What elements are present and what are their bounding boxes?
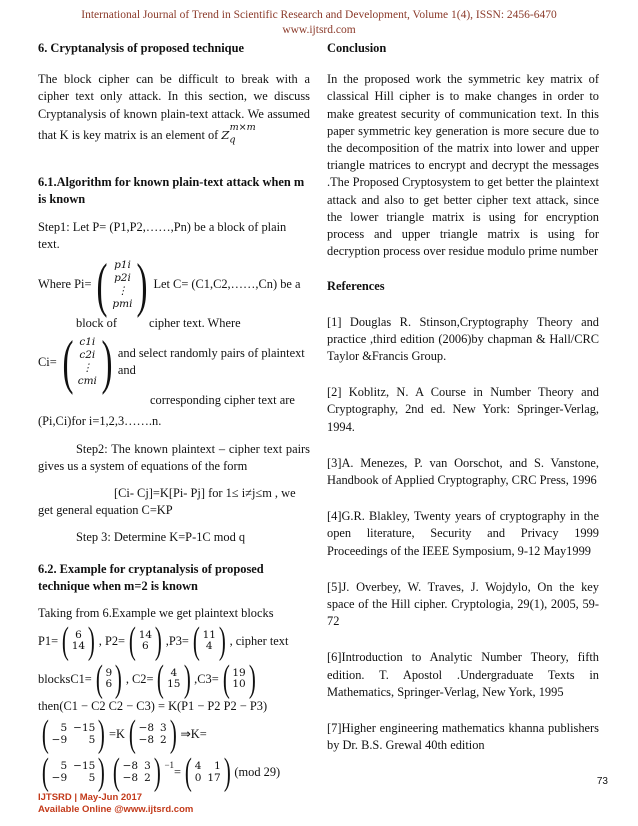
p2-entry: 14 (138, 629, 153, 642)
matrix-5-entries (195, 760, 221, 784)
c2-vector (154, 658, 193, 701)
matrix-3-entries (52, 760, 96, 784)
right-paren: ) (98, 713, 106, 756)
equation-2: get general equation C=KP (38, 503, 173, 518)
references-list (327, 314, 599, 755)
right-column (327, 40, 599, 774)
eq-k: =K (108, 726, 125, 741)
matrix-entry: −15 (73, 760, 96, 773)
p2-label: , P2= (98, 633, 126, 648)
matrix-4 (110, 751, 163, 794)
journal-title: International Journal of Trend in Scientific Research and Development, Volume 1(4), ISSN: 2456-6470 (81, 9, 557, 21)
equals-sign: = (174, 764, 182, 779)
p2-vector (126, 620, 165, 663)
p1-entries (72, 630, 85, 652)
right-paren: ) (223, 751, 231, 794)
c3-vector (220, 658, 259, 701)
right-paren: ) (153, 751, 161, 794)
implies-k: ⇒K= (180, 726, 207, 741)
c3-entry: 10 (232, 678, 246, 691)
matrix-entry: −15 (73, 722, 96, 735)
reference-item: [7]Higher engineering mathematics khanna publishers by Dr. B.S. Grewal 40th edition (327, 721, 599, 753)
c1-entry: 9 (105, 667, 113, 680)
right-paren: ) (154, 620, 162, 663)
p3-entries (203, 630, 216, 652)
p1-entry: 14 (71, 640, 86, 653)
left-paren: ( (222, 658, 230, 701)
ci-vector (58, 329, 117, 396)
matrix-equation-1 (38, 713, 310, 756)
left-paren: ( (112, 751, 120, 794)
c3-entries (232, 668, 245, 690)
matrix-entry: −8 (122, 772, 139, 785)
p1-vector (59, 620, 98, 663)
left-paren: ( (128, 620, 136, 663)
cipher-where-text: cipher text. Where (148, 315, 241, 330)
section-62-heading: 6.2. Example for cryptanalysis of proposed technique when m=2 is known (38, 561, 264, 593)
ci-entry: c2i (79, 349, 96, 362)
and-select-text: and select randomly pairs of plaintext and (117, 345, 305, 378)
c1-entries (105, 668, 112, 690)
p3-entry: 11 (202, 629, 216, 642)
matrix-1 (39, 713, 108, 756)
p2-entries (139, 630, 152, 652)
matrix-entry: −8 (138, 734, 155, 747)
journal-url: www.ijtsrd.com (282, 24, 356, 36)
right-paren: ) (98, 751, 106, 794)
matrix-entry: 2 (160, 734, 167, 747)
footer-issue: IJTSRD | May-Jun 2017 (38, 792, 143, 803)
matrix-entry: −8 (122, 760, 139, 773)
ciphertext-blocks (38, 658, 310, 701)
matrix-entry: −9 (51, 734, 68, 747)
pici-text: (Pi,Ci)for i=1,2,3…….n. (38, 414, 162, 429)
section-6-heading: 6. Cryptanalysis of proposed technique (38, 41, 244, 55)
references-heading: References (327, 279, 385, 294)
step1-text: Step1: Let P= (P1,P2,……,Pn) be a block of plain text. (38, 219, 287, 251)
right-paren: ) (218, 620, 226, 663)
pi-entry: p1i (114, 258, 131, 271)
left-paren: ( (192, 620, 200, 663)
matrix-entry: 5 (88, 772, 96, 785)
ci-entry: ⋮ (82, 362, 93, 375)
c2-entry: 15 (167, 678, 181, 691)
right-paren: ) (87, 620, 95, 663)
reference-item: [2] Koblitz, N. A Course in Number Theory and Cryptography, 2nd ed. New York: Springer-Verlag, 1994. (327, 385, 599, 434)
c2-entries (167, 668, 180, 690)
let-c-text: Let C= (C1,C2,……,Cn) be a (153, 277, 301, 292)
block-of-text: block of (76, 315, 117, 330)
ci-label: Ci= (38, 354, 57, 369)
matrix-2 (126, 713, 179, 756)
pi-entry: ⋮ (117, 284, 128, 297)
ci-definition (38, 329, 310, 396)
matrix-entry: 4 (194, 760, 202, 773)
reference-item: [3]A. Menezes, P. van Oorschot, and S. Vanstone, Handbook of Applied Cryptography, CRC Press, 1996 (327, 455, 599, 488)
right-paren: ) (101, 329, 113, 396)
c2-entry: 4 (170, 667, 178, 680)
p1-label: P1= (38, 633, 59, 648)
c2-label: , C2= (125, 671, 154, 686)
matrix-entry: −9 (51, 772, 68, 785)
matrix-3 (39, 751, 108, 794)
block-of-line (38, 315, 310, 332)
section-61-heading: 6.1.Algorithm for known plain-text attack when m is known (38, 175, 305, 207)
ci-vector-entries (78, 336, 97, 388)
matrix-entry: 17 (207, 772, 221, 785)
matrix-4-entries (123, 760, 151, 784)
pi-definition (38, 251, 310, 318)
page-footer (38, 792, 193, 816)
left-paren: ( (41, 751, 49, 794)
right-paren: ) (183, 658, 191, 701)
right-paren: ) (169, 713, 177, 756)
equation-1: [Ci- Cj]=K[Pi- Pj] for 1≤ i≠j≤m , we (114, 485, 296, 500)
p3-vector (190, 620, 229, 663)
page-header (0, 8, 638, 38)
matrix-equation-2 (38, 751, 310, 794)
p2-entry: 6 (142, 640, 149, 653)
z-letter: Z (221, 127, 230, 142)
mod-text: (mod 29) (234, 764, 281, 779)
p3-label: ,P3= (165, 633, 189, 648)
ci-entry: cmi (77, 375, 97, 388)
c1-label: blocksC1= (38, 671, 92, 686)
left-paren: ( (95, 658, 103, 701)
conclusion-paragraph: In the proposed work the symmetric key matrix of classical Hill cipher is to make changes in order to make greatest security of communication text. In this paper symmetric key generation is more secure due to the decomposition of the matrix into lower and upper triangle matrices to encrypt and decrypt the messages .The Proposed Cryptosystem to get better the plaintext attack and also to get better cipher text attack, since the lower triangle matrix is using for encryption process and upper triangle matrix is using for decryption process over residue modulo prime number (327, 72, 599, 259)
footer-url: Available Online @www.ijtsrd.com (38, 804, 194, 815)
pi-entry: p2i (114, 271, 131, 284)
matrix-1-entries (52, 722, 96, 746)
matrix-entry: 3 (160, 722, 167, 735)
pi-vector (92, 251, 152, 318)
left-paren: ( (62, 329, 74, 396)
left-column (38, 40, 310, 794)
corresponding-text: corresponding cipher text are (150, 393, 295, 408)
section-6-paragraph (38, 71, 310, 148)
p3-entry: 4 (205, 640, 213, 653)
matrix-5 (182, 751, 233, 794)
matrix-2-entries (139, 722, 167, 746)
matrix-entry: 2 (144, 772, 151, 785)
z-sub: q (229, 133, 236, 145)
ci-entry: c1i (79, 336, 96, 349)
reference-item: [1] Douglas R. Stinson,Cryptography Theory and practice ,third edition (2006)by chapman & Hall/CRC Taylor &Francis Group. (327, 314, 599, 364)
right-paren: ) (115, 658, 122, 701)
matrix-entry: 5 (88, 734, 96, 747)
reference-item: [4]G.R. Blakley, Twenty years of cryptography in the open literature, Security and Privacy 1999 Proceedings of the IEEE Symposium, 9-12 May1999 (327, 509, 599, 558)
matrix-entry: −8 (138, 722, 155, 735)
c1-vector (93, 658, 125, 701)
conclusion-heading: Conclusion (327, 41, 387, 55)
reference-item: [5]J. Overbey, W. Traves, J. Wojdylo, On the key space of the Hill cipher. Cryptologia, 29(1), 2005, 59-72 (327, 579, 599, 629)
left-paren: ( (61, 620, 69, 663)
left-paren: ( (41, 713, 49, 756)
c3-label: ,C3= (194, 671, 219, 686)
pi-entry: pmi (112, 297, 133, 310)
cipher-text-label: , cipher text (229, 633, 289, 648)
matrix-entry: 0 (194, 772, 202, 785)
step2-text: Step2: The known plaintext – cipher text pairs gives us a system of equations of the form (38, 441, 310, 473)
p1-entry: 6 (75, 629, 82, 642)
left-paren: ( (128, 713, 136, 756)
right-paren: ) (248, 658, 256, 701)
c3-entry: 19 (232, 667, 246, 680)
left-paren: ( (184, 751, 192, 794)
matrix-entry: 5 (60, 760, 68, 773)
inverse-exponent: −1 (164, 760, 175, 771)
plaintext-blocks (38, 620, 310, 663)
z-sup: m×m (229, 121, 256, 133)
pi-vector-entries (112, 259, 132, 311)
reference-item: [6]Introduction to Analytic Number Theory, fifth edition. T. Apostol .Undergraduate Texts in Mathematics, Springer-Verlag, New York, 1995 (327, 650, 599, 699)
matrix-entry: 1 (214, 760, 221, 773)
step3-text: Step 3: Determine K=P-1C mod q (76, 530, 246, 545)
right-paren: ) (136, 251, 148, 318)
matrix-entry: 5 (60, 722, 68, 735)
matrix-entry: 3 (144, 760, 151, 773)
page-number: 73 (596, 776, 608, 787)
taking-text: Taking from 6.Example we get plaintext blocks (38, 605, 274, 620)
left-paren: ( (96, 251, 108, 318)
then-equation: then(C1 − C2 C2 − C3) = K(P1 − P2 P2 − P3) (38, 699, 268, 714)
left-paren: ( (157, 658, 165, 701)
c1-entry: 6 (105, 678, 113, 691)
where-pi-label: Where Pi= (38, 277, 92, 292)
section-6-text: The block cipher can be difficult to break with a cipher text only attack. In this section, we discuss Cryptanalysis of known plain-text attack. We assumed that K is key matrix is an element of (38, 72, 310, 142)
